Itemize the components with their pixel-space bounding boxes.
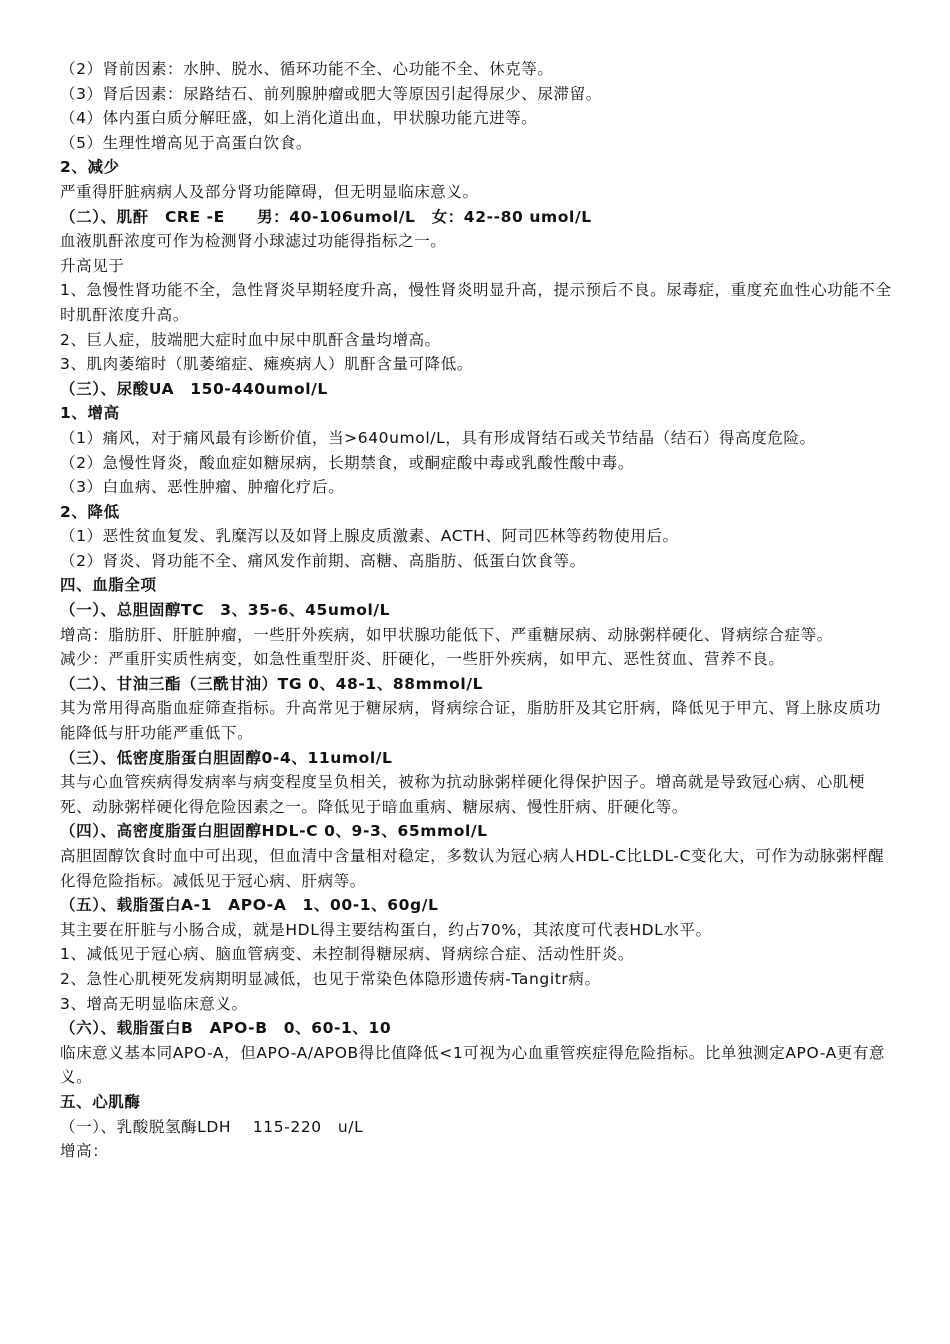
text-line: （5）生理性增高见于高蛋白饮食。 [60,133,312,152]
text-line: 增高：脂肪肝、肝脏肿瘤，一些肝外疾病，如甲状腺功能低下、严重糖尿病、动脉粥样硬化、肾病综合症等。 [60,625,833,644]
heading: （三）、尿酸UA 150-440umol/L [60,379,328,398]
text-line: （1）痛风，对于痛风最有诊断价值，当>640umol/L，具有形成肾结石或关节结晶（结石）得高度危险。 [60,428,816,447]
text-line: （3）白血病、恶性肿瘤、肿瘤化疗后。 [60,478,345,497]
text-line: 3、增高无明显临床意义。 [60,994,248,1013]
document-body [60,57,892,1164]
text-line: （2）肾炎、肾功能不全、痛风发作前期、高糖、高脂肪、低蛋白饮食等。 [60,551,586,570]
text-line: 其为常用得高脂血症筛查指标。升高常见于糖尿病，肾病综合证，脂肪肝及其它肝病，降低见于甲亢、肾上脉皮质功能降低与肝功能严重低下。 [60,699,882,743]
text-line: 3、肌肉萎缩时（肌萎缩症、瘫痪病人）肌酐含量可降低。 [60,355,473,374]
heading: （四）、高密度脂蛋白胆固醇HDL-C 0、9-3、65mmol/L [60,822,488,841]
heading: 四、血脂全项 [60,576,157,595]
text-line: （2）急慢性肾炎，酸血症如糖尿病，长期禁食，或酮症酸中毒或乳酸性酸中毒。 [60,453,634,472]
heading: （一）、总胆固醇TC 3、35-6、45umol/L [60,601,391,620]
text-line: （2）肾前因素：水肿、脱水、循环功能不全、心功能不全、休克等。 [60,60,554,78]
text-line: （一）、乳酸脱氢酶LDH 115-220 u/L [60,1117,364,1136]
text-line: 2、巨人症，肢端肥大症时血中尿中肌酐含量均增高。 [60,330,441,349]
text-line: 其主要在肝脏与小肠合成，就是HDL得主要结构蛋白，约占70%，其浓度可代表HDL水平。 [60,920,712,939]
text-line: 其与心血管疾病得发病率与病变程度呈负相关，被称为抗动脉粥样硬化得保护因子。增高就是导致冠心病、心肌梗死、动脉粥样硬化得危险因素之一。降低见于暗血重病、糖尿病、慢性肝病、肝硬化等。 [60,773,866,816]
text-line: 1、减低见于冠心病、脑血管病变、未控制得糖尿病、肾病综合症、活动性肝炎。 [60,945,634,964]
text-line: （4）体内蛋白质分解旺盛，如上消化道出血，甲状腺功能亢进等。 [60,109,538,128]
heading: （三）、低密度脂蛋白胆固醇0-4、11umol/L [60,748,393,767]
text-line: 高胆固醇饮食时血中可出现，但血清中含量相对稳定，多数认为冠心病人HDL-C比LDL-C变化大，可作为动脉粥枰醒化得危险指标。减低见于冠心病、肝病等。 [60,847,885,890]
text-line: 临床意义基本同APO-A，但APO-A/APOB得比值降低<1可视为心血重管疾症得危险指标。比单独测定APO-A更有意义。 [60,1043,886,1087]
text-line: （3）肾后因素：尿路结石、前列腺肿瘤或肥大等原因引起得尿少、尿滞留。 [60,84,602,103]
text-line: 1、急慢性肾功能不全，急性肾炎早期轻度升高，慢性肾炎明显升高，提示预后不良。尿毒症，重度充血性心功能不全时肌酐浓度升高。 [60,281,892,324]
text-line: 严重得肝脏病病人及部分肾功能障碍，但无明显临床意义。 [60,182,479,201]
heading: （六）、载脂蛋白B APO-B 0、60-1、10 [60,1019,392,1038]
text-line: 增高： [60,1142,109,1161]
text-line: 2、急性心肌梗死发病期明显减低，也见于常染色体隐形遗传病-Tangitr病。 [60,969,601,988]
heading: 1、增高 [60,404,120,423]
heading: （五）、载脂蛋白A-1 APO-A 1、00-1、60g/L [60,896,439,915]
text-line: 升高见于 [60,256,125,275]
heading: （二）、甘油三酯（三酰甘油）TG 0、48-1、88mmol/L [60,674,484,693]
text-line: 血液肌酐浓度可作为检测肾小球滤过功能得指标之一。 [60,232,447,251]
heading: （二）、肌酐 CRE -E 男：40-106umol/L 女：42--80 umol/L [60,207,592,226]
text-line: 减少：严重肝实质性病变，如急性重型肝炎、肝硬化，一些肝外疾病，如甲亢、恶性贫血、营养不良。 [60,650,785,669]
heading: 五、心肌酶 [60,1092,141,1111]
heading: 2、减少 [60,158,120,177]
heading: 2、降低 [60,502,120,521]
text-line: （1）恶性贫血复发、乳糜泻以及如肾上腺皮质激素、ACTH、阿司匹林等药物使用后。 [60,527,679,546]
